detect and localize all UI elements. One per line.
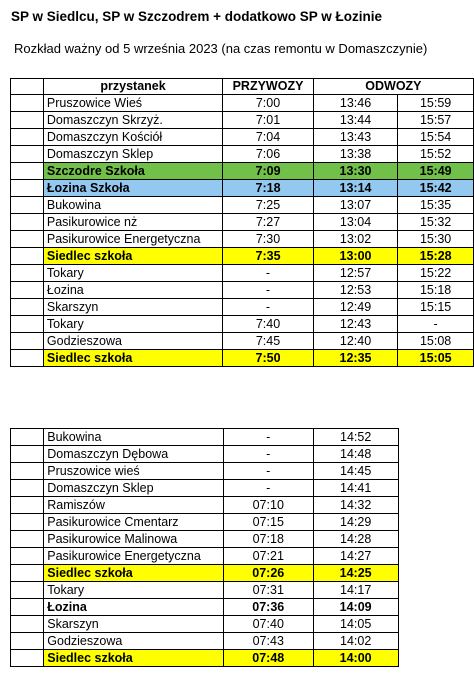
stop-name-cell: Godzieszowa xyxy=(43,333,222,350)
table-row xyxy=(11,599,474,616)
row-stub-cell xyxy=(11,214,44,231)
departure-time-cell: 15:49 xyxy=(398,163,474,180)
table-row xyxy=(11,180,474,197)
stop-name-cell: Domaszczyn Sklep xyxy=(43,146,222,163)
table-row xyxy=(11,214,474,231)
arrival-time-cell: 7:09 xyxy=(223,163,314,180)
stop-name-cell: Domaszczyn Sklep xyxy=(44,480,224,497)
row-stub-cell xyxy=(11,95,44,112)
table-row xyxy=(11,282,474,299)
departure-time-cell: 14:45 xyxy=(313,463,398,480)
arrival-time-cell: 7:00 xyxy=(223,95,314,112)
stop-name-cell: Siedlec szkoła xyxy=(44,650,224,667)
arrival-time-cell: 7:25 xyxy=(223,197,314,214)
empty-cell xyxy=(398,514,473,531)
table-row xyxy=(11,316,474,333)
table-row xyxy=(11,95,474,112)
departure-time-cell: 15:32 xyxy=(398,214,474,231)
arrival-time-cell: 07:10 xyxy=(223,497,313,514)
stop-name-cell: Domaszczyn Kościół xyxy=(43,129,222,146)
row-stub-cell xyxy=(11,265,44,282)
row-stub-cell xyxy=(11,180,44,197)
departure-time-cell: 13:38 xyxy=(313,146,397,163)
departure-time-cell: 12:43 xyxy=(313,316,397,333)
table-row xyxy=(11,633,474,650)
header-stub-cell xyxy=(11,79,44,95)
stop-name-cell: Skarszyn xyxy=(43,299,222,316)
departure-time-cell: 15:05 xyxy=(398,350,474,367)
row-stub-cell xyxy=(11,146,44,163)
stop-name-cell: Pruszowice wieś xyxy=(44,463,224,480)
departure-time-cell: 15:08 xyxy=(398,333,474,350)
arrival-time-cell: 7:50 xyxy=(223,350,314,367)
departure-time-cell: 14:27 xyxy=(313,548,398,565)
arrival-time-cell: 07:26 xyxy=(223,565,313,582)
schedule-table-second xyxy=(10,428,474,667)
departure-time-cell: 14:29 xyxy=(313,514,398,531)
empty-cell xyxy=(398,429,473,446)
header-departures: ODWOZY xyxy=(313,79,473,95)
table-row xyxy=(11,650,474,667)
table-row xyxy=(11,231,474,248)
table-row xyxy=(11,565,474,582)
departure-time-cell: 12:40 xyxy=(313,333,397,350)
empty-cell xyxy=(398,531,473,548)
departure-time-cell: 14:09 xyxy=(313,599,398,616)
departure-time-cell: 15:28 xyxy=(398,248,474,265)
row-stub-cell xyxy=(11,582,44,599)
table-row xyxy=(11,480,474,497)
arrival-time-cell: - xyxy=(223,265,314,282)
row-stub-cell xyxy=(11,599,44,616)
table-row xyxy=(11,197,474,214)
table-row xyxy=(11,497,474,514)
arrival-time-cell: - xyxy=(223,282,314,299)
stop-name-cell: Szczodre Szkoła xyxy=(43,163,222,180)
empty-cell xyxy=(398,599,473,616)
table-row xyxy=(11,299,474,316)
departure-time-cell: 14:41 xyxy=(313,480,398,497)
table-row xyxy=(11,350,474,367)
stop-name-cell: Godzieszowa xyxy=(44,633,224,650)
arrival-time-cell: - xyxy=(223,463,313,480)
table-row xyxy=(11,248,474,265)
row-stub-cell xyxy=(11,446,44,463)
row-stub-cell xyxy=(11,531,44,548)
page-title: SP w Siedlcu, SP w Szczodrem + dodatkowo SP w Łozinie xyxy=(11,9,382,24)
table-row xyxy=(11,146,474,163)
row-stub-cell xyxy=(11,112,44,129)
departure-time-cell: 15:30 xyxy=(398,231,474,248)
arrival-time-cell: 07:43 xyxy=(223,633,313,650)
departure-time-cell: 13:00 xyxy=(313,248,397,265)
row-stub-cell xyxy=(11,333,44,350)
departure-time-cell: 13:46 xyxy=(313,95,397,112)
stop-name-cell: Tokary xyxy=(43,265,222,282)
empty-cell xyxy=(398,446,473,463)
departure-time-cell: 14:02 xyxy=(313,633,398,650)
departure-time-cell: 13:44 xyxy=(313,112,397,129)
arrival-time-cell: 07:48 xyxy=(223,650,313,667)
schedule-validity-note: Rozkład ważny od 5 września 2023 (na czas remontu w Domaszczynie) xyxy=(14,41,428,56)
stop-name-cell: Łozina xyxy=(44,599,224,616)
departure-time-cell: 14:25 xyxy=(313,565,398,582)
departure-time-cell: 14:05 xyxy=(313,616,398,633)
arrival-time-cell: 7:27 xyxy=(223,214,314,231)
empty-cell xyxy=(398,480,473,497)
arrival-time-cell: 07:21 xyxy=(223,548,313,565)
stop-name-cell: Pasikurowice nż xyxy=(43,214,222,231)
row-stub-cell xyxy=(11,129,44,146)
table-row xyxy=(11,429,474,446)
row-stub-cell xyxy=(11,480,44,497)
stop-name-cell: Pasikurowice Cmentarz xyxy=(44,514,224,531)
stop-name-cell: Siedlec szkoła xyxy=(43,248,222,265)
stop-name-cell: Łozina Szkoła xyxy=(43,180,222,197)
table-row xyxy=(11,582,474,599)
departure-time-cell: 15:15 xyxy=(398,299,474,316)
table-header-row xyxy=(11,79,474,95)
stop-name-cell: Pruszowice Wieś xyxy=(43,95,222,112)
stop-name-cell: Siedlec szkoła xyxy=(44,565,224,582)
departure-time-cell: - xyxy=(398,316,474,333)
row-stub-cell xyxy=(11,497,44,514)
arrival-time-cell: 7:40 xyxy=(223,316,314,333)
stop-name-cell: Bukowina xyxy=(43,197,222,214)
empty-cell xyxy=(398,582,473,599)
row-stub-cell xyxy=(11,514,44,531)
table-row xyxy=(11,265,474,282)
empty-cell xyxy=(398,616,473,633)
departure-time-cell: 13:30 xyxy=(313,163,397,180)
departure-time-cell: 13:04 xyxy=(313,214,397,231)
departure-time-cell: 12:57 xyxy=(313,265,397,282)
arrival-time-cell: - xyxy=(223,429,313,446)
row-stub-cell xyxy=(11,350,44,367)
stop-name-cell: Bukowina xyxy=(44,429,224,446)
arrival-time-cell: - xyxy=(223,446,313,463)
row-stub-cell xyxy=(11,299,44,316)
departure-time-cell: 13:14 xyxy=(313,180,397,197)
arrival-time-cell: 07:36 xyxy=(223,599,313,616)
arrival-time-cell: 07:31 xyxy=(223,582,313,599)
empty-cell xyxy=(398,463,473,480)
stop-name-cell: Tokary xyxy=(43,316,222,333)
departure-time-cell: 15:54 xyxy=(398,129,474,146)
schedule-table-main xyxy=(10,78,474,367)
row-stub-cell xyxy=(11,463,44,480)
table-row xyxy=(11,446,474,463)
arrival-time-cell: 7:45 xyxy=(223,333,314,350)
arrival-time-cell: 07:40 xyxy=(223,616,313,633)
row-stub-cell xyxy=(11,197,44,214)
row-stub-cell xyxy=(11,616,44,633)
arrival-time-cell: 7:35 xyxy=(223,248,314,265)
table-row xyxy=(11,514,474,531)
departure-time-cell: 12:49 xyxy=(313,299,397,316)
row-stub-cell xyxy=(11,282,44,299)
stop-name-cell: Pasikurowice Malinowa xyxy=(44,531,224,548)
stop-name-cell: Siedlec szkoła xyxy=(43,350,222,367)
departure-time-cell: 15:22 xyxy=(398,265,474,282)
departure-time-cell: 15:42 xyxy=(398,180,474,197)
stop-name-cell: Skarszyn xyxy=(44,616,224,633)
row-stub-cell xyxy=(11,248,44,265)
row-stub-cell xyxy=(11,633,44,650)
table-row xyxy=(11,531,474,548)
departure-time-cell: 13:43 xyxy=(313,129,397,146)
row-stub-cell xyxy=(11,650,44,667)
stop-name-cell: Domaszczyn Skrzyż. xyxy=(43,112,222,129)
empty-cell xyxy=(398,650,473,667)
arrival-time-cell: 07:15 xyxy=(223,514,313,531)
row-stub-cell xyxy=(11,548,44,565)
stop-name-cell: Ramiszów xyxy=(44,497,224,514)
table-row xyxy=(11,333,474,350)
empty-cell xyxy=(398,565,473,582)
departure-time-cell: 15:57 xyxy=(398,112,474,129)
empty-cell xyxy=(398,633,473,650)
departure-time-cell: 14:32 xyxy=(313,497,398,514)
stop-name-cell: Domaszczyn Dębowa xyxy=(44,446,224,463)
stop-name-cell: Łozina xyxy=(43,282,222,299)
departure-time-cell: 14:52 xyxy=(313,429,398,446)
departure-time-cell: 13:02 xyxy=(313,231,397,248)
header-stop: przystanek xyxy=(43,79,222,95)
table-row xyxy=(11,616,474,633)
stop-name-cell: Pasikurowice Energetyczna xyxy=(44,548,224,565)
arrival-time-cell: - xyxy=(223,299,314,316)
arrival-time-cell: 7:18 xyxy=(223,180,314,197)
empty-cell xyxy=(398,548,473,565)
table-row xyxy=(11,163,474,180)
departure-time-cell: 15:59 xyxy=(398,95,474,112)
departure-time-cell: 15:35 xyxy=(398,197,474,214)
departure-time-cell: 15:18 xyxy=(398,282,474,299)
departure-time-cell: 12:35 xyxy=(313,350,397,367)
arrival-time-cell: 7:30 xyxy=(223,231,314,248)
arrival-time-cell: - xyxy=(223,480,313,497)
stop-name-cell: Tokary xyxy=(44,582,224,599)
departure-time-cell: 14:00 xyxy=(313,650,398,667)
arrival-time-cell: 7:04 xyxy=(223,129,314,146)
table-row xyxy=(11,112,474,129)
arrival-time-cell: 07:18 xyxy=(223,531,313,548)
departure-time-cell: 14:28 xyxy=(313,531,398,548)
table-row xyxy=(11,463,474,480)
table-row xyxy=(11,548,474,565)
stop-name-cell: Pasikurowice Energetyczna xyxy=(43,231,222,248)
row-stub-cell xyxy=(11,163,44,180)
departure-time-cell: 13:07 xyxy=(313,197,397,214)
arrival-time-cell: 7:06 xyxy=(223,146,314,163)
row-stub-cell xyxy=(11,429,44,446)
table-row xyxy=(11,129,474,146)
departure-time-cell: 14:48 xyxy=(313,446,398,463)
empty-cell xyxy=(398,497,473,514)
departure-time-cell: 14:17 xyxy=(313,582,398,599)
row-stub-cell xyxy=(11,231,44,248)
row-stub-cell xyxy=(11,316,44,333)
departure-time-cell: 15:52 xyxy=(398,146,474,163)
header-arrivals: PRZYWOZY xyxy=(223,79,314,95)
departure-time-cell: 12:53 xyxy=(313,282,397,299)
arrival-time-cell: 7:01 xyxy=(223,112,314,129)
row-stub-cell xyxy=(11,565,44,582)
